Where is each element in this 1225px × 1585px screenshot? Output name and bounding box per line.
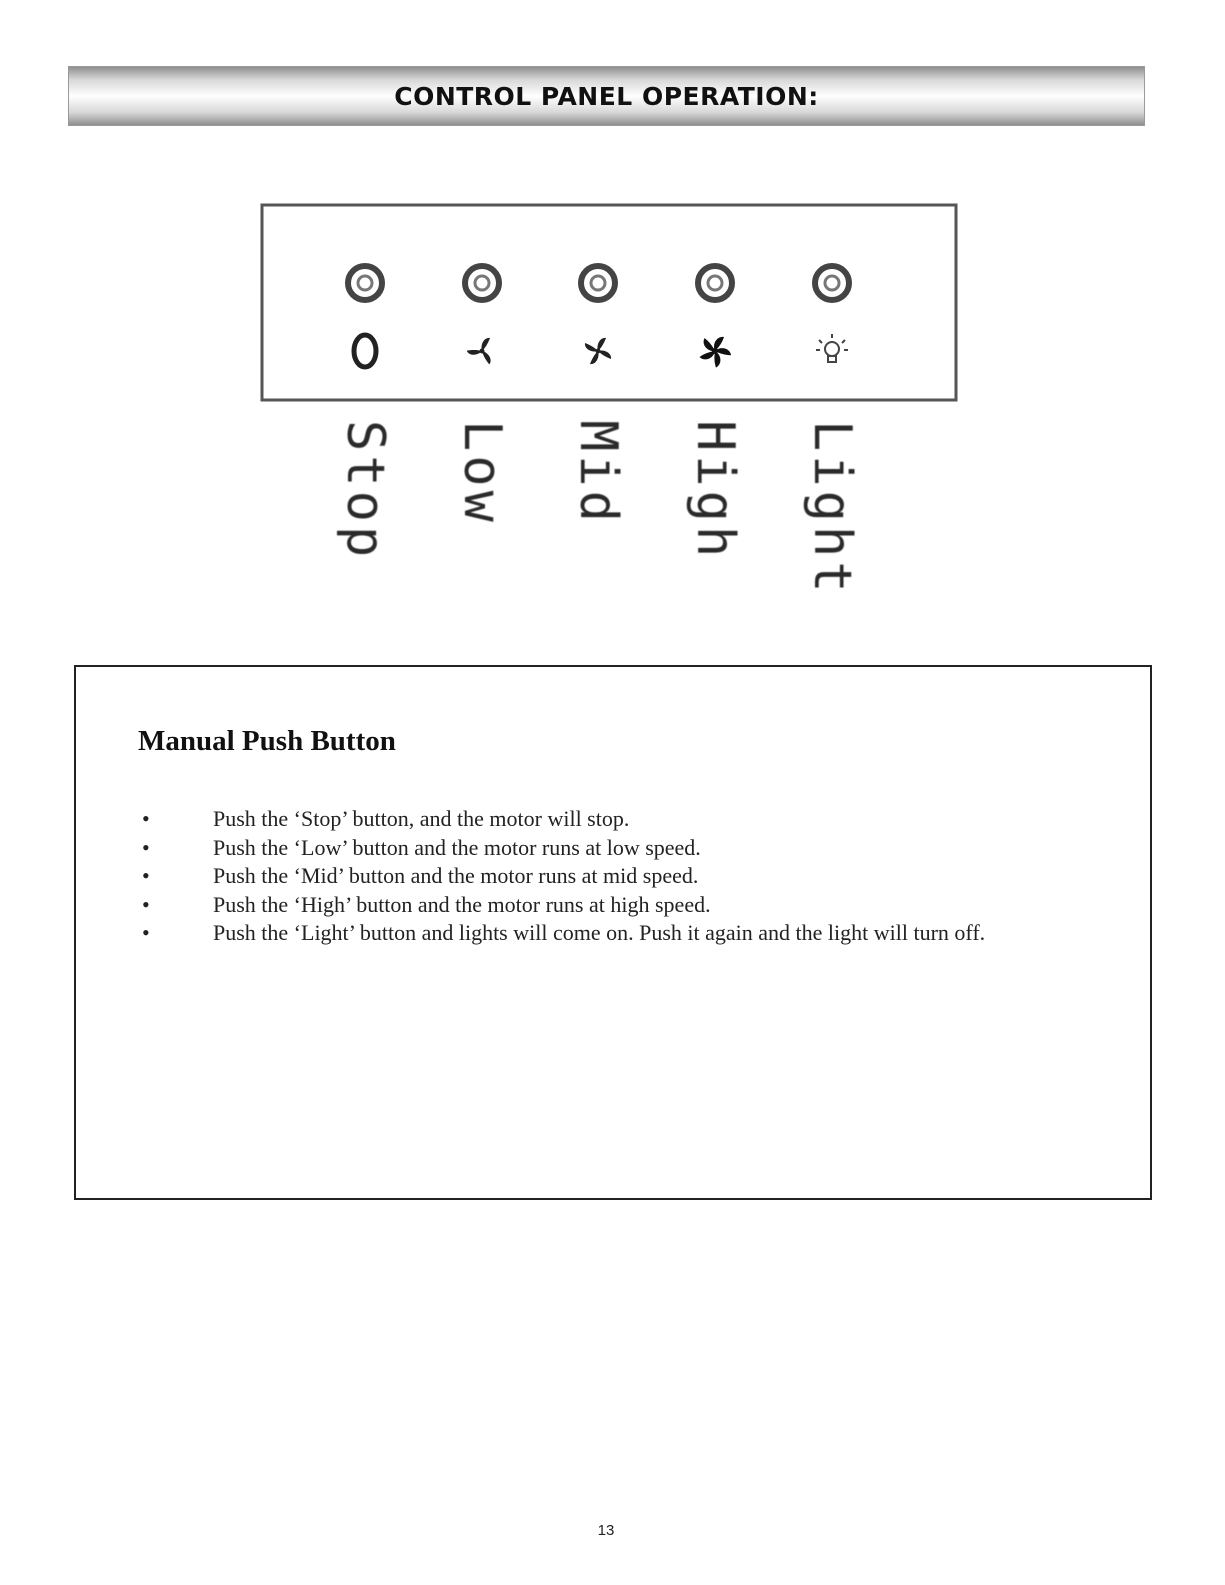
instruction-text: Push the ‘High’ button and the motor runs at high speed. — [213, 891, 711, 917]
instruction-text: Push the ‘Low’ button and the motor runs at low speed. — [213, 834, 701, 860]
low-button[interactable] — [465, 266, 499, 300]
bullet: • — [142, 806, 150, 831]
stop-label: Stop — [335, 420, 395, 562]
light-label: Light — [802, 420, 862, 597]
list-item — [138, 891, 1118, 920]
mid-label: Mid — [568, 420, 628, 526]
instruction-list — [138, 805, 1118, 948]
list-item — [138, 834, 1118, 863]
control-panel-frame — [250, 188, 970, 418]
list-item — [138, 919, 1118, 948]
light-button[interactable] — [815, 266, 849, 300]
list-item — [138, 805, 1118, 834]
high-button[interactable] — [698, 266, 732, 300]
instruction-text: Push the ‘Light’ button and lights will come on. Push it again and the light will turn off. — [213, 920, 986, 946]
section-title: CONTROL PANEL OPERATION: — [394, 81, 819, 111]
instruction-text: Push the ‘Mid’ button and the motor runs at mid speed. — [213, 863, 699, 889]
control-panel-diagram — [250, 188, 970, 658]
bullet: • — [142, 920, 150, 946]
stop-button[interactable] — [348, 266, 382, 300]
manual-title: Manual Push Button — [138, 725, 396, 757]
mid-button[interactable] — [581, 266, 615, 300]
instruction-text: Push the ‘Stop’ button, and the motor will stop. — [213, 806, 630, 831]
low-label: Low — [452, 420, 512, 526]
high-label: High — [685, 420, 745, 562]
bullet: • — [142, 891, 150, 917]
section-header-bar — [68, 66, 1145, 126]
list-item — [138, 862, 1118, 891]
bullet: • — [142, 863, 150, 889]
bullet: • — [142, 834, 150, 860]
page-number: 13 — [597, 1522, 615, 1539]
manual-instructions-box — [74, 665, 1152, 1200]
